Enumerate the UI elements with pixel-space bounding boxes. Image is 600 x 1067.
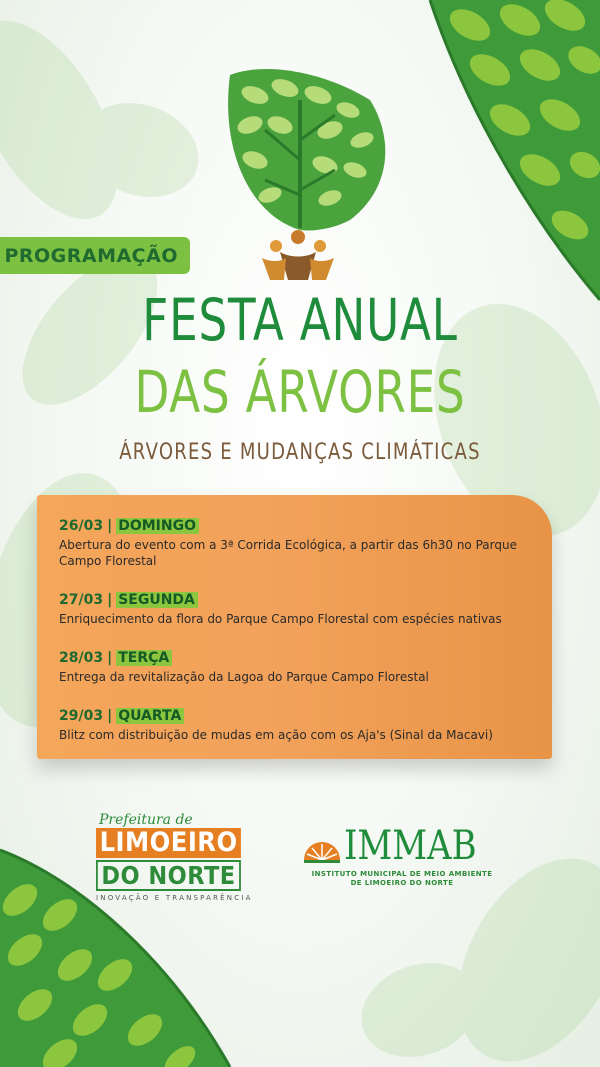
title-line-1: FESTA ANUAL [142, 286, 458, 354]
event-description: Enriquecimento da flora do Parque Campo Florestal com espécies nativas [59, 612, 502, 626]
event-date: 29/03 [59, 708, 104, 724]
program-badge [0, 237, 190, 274]
immab-subtitle-1: INSTITUTO MUNICIPAL DE MEIO AMBIENTE [311, 870, 493, 878]
program-badge-label: PROGRAMAÇÃO [4, 244, 178, 267]
separator: | [107, 708, 113, 724]
limoeiro-prefix: Prefeitura de [99, 812, 193, 828]
title-line-2: DAS ÁRVORES [134, 358, 466, 426]
event-day: DOMINGO [116, 518, 199, 534]
event-date: 27/03 [59, 592, 104, 608]
limoeiro-name: LIMOEIRO [96, 828, 241, 858]
limoeiro-slogan: INOVAÇÃO E TRANSPARÊNCIA [96, 894, 253, 902]
event-description: Entrega da revitalização da Lagoa do Parque Campo Florestal [59, 670, 429, 684]
separator: | [107, 650, 113, 666]
separator: | [107, 592, 113, 608]
sunrise-icon [302, 826, 342, 870]
event-item [59, 591, 549, 627]
immab-subtitle-2: DE LIMOEIRO DO NORTE [350, 879, 454, 887]
event-day: SEGUNDA [116, 592, 198, 608]
subtitle: ÁRVORES E MUDANÇAS CLIMÁTICAS [119, 440, 481, 465]
event-description: Blitz com distribuição de mudas em ação com os Aja's (Sinal da Macavi) [59, 728, 493, 742]
immab-logo [302, 822, 507, 902]
event-item [59, 517, 549, 569]
event-description: Abertura do evento com a 3ª Corrida Ecológica, a partir das 6h30 no Parque Campo Florestal [59, 538, 517, 568]
event-date: 28/03 [59, 650, 104, 666]
event-item [59, 649, 549, 685]
immab-name: IMMAB [344, 823, 477, 869]
separator: | [107, 518, 113, 534]
schedule-card [37, 495, 552, 759]
event-day: QUARTA [116, 708, 184, 724]
event-date: 26/03 [59, 518, 104, 534]
event-day: TERÇA [116, 650, 172, 666]
event-item [59, 707, 549, 743]
tree-logo-icon [228, 69, 385, 230]
people-icon [262, 230, 334, 280]
limoeiro-name-2: DO NORTE [96, 860, 241, 891]
limoeiro-logo [96, 812, 276, 902]
